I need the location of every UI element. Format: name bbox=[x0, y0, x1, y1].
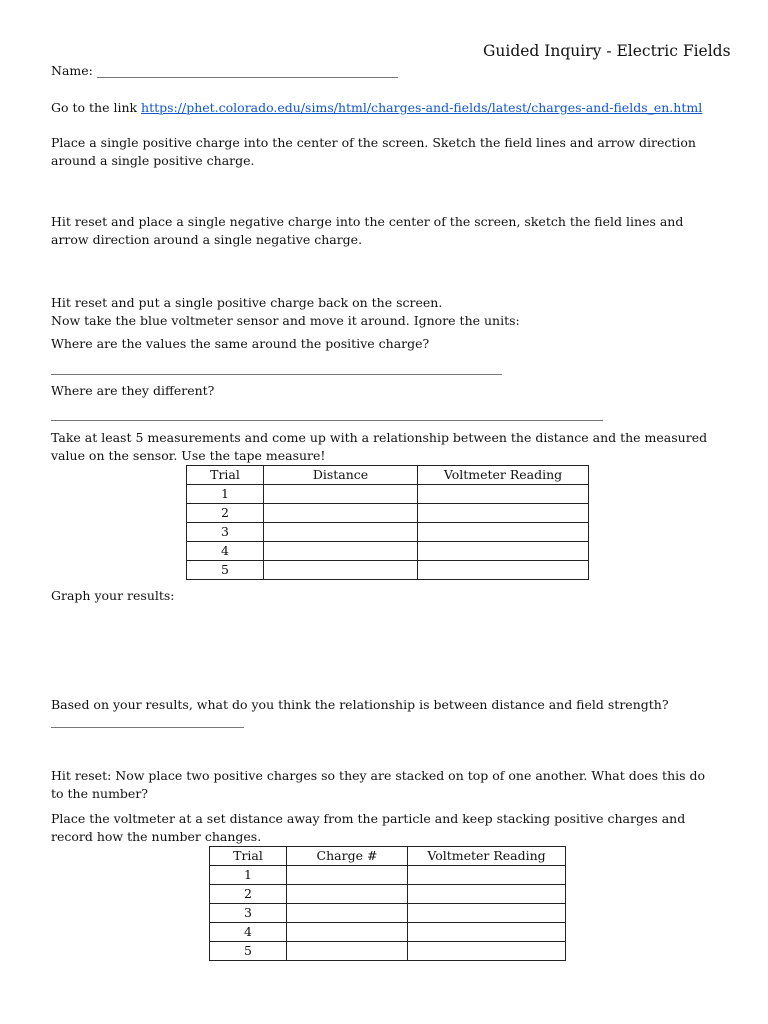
empty-answer-cell[interactable] bbox=[418, 485, 589, 504]
empty-answer-cell[interactable] bbox=[287, 885, 408, 904]
trial-number: 5 bbox=[210, 942, 287, 961]
answer-line-relationship[interactable] bbox=[51, 727, 244, 728]
question-relationship: Based on your results, what do you think the relationship is between distance and field strength? bbox=[51, 697, 669, 712]
table-row bbox=[187, 485, 589, 504]
empty-answer-cell[interactable] bbox=[408, 923, 566, 942]
table-row bbox=[187, 542, 589, 561]
empty-answer-cell[interactable] bbox=[408, 904, 566, 923]
table-row bbox=[210, 942, 566, 961]
trial-number: 4 bbox=[210, 923, 287, 942]
page-title: Guided Inquiry - Electric Fields bbox=[483, 42, 731, 60]
empty-answer-cell[interactable] bbox=[287, 923, 408, 942]
empty-answer-cell[interactable] bbox=[408, 885, 566, 904]
trial-number: 3 bbox=[187, 523, 264, 542]
link-row bbox=[51, 100, 702, 115]
instruction-negative-charge: Hit reset and place a single negative charge into the center of the screen, sketch the field lines and arrow direction around a single negative charge. bbox=[51, 214, 684, 247]
instruction-stack-charges: Hit reset: Now place two positive charges so they are stacked on top of one another. What does this do to the number? bbox=[51, 768, 706, 801]
table-row bbox=[210, 885, 566, 904]
empty-answer-cell[interactable] bbox=[418, 504, 589, 523]
empty-answer-cell[interactable] bbox=[287, 866, 408, 885]
empty-answer-cell[interactable] bbox=[264, 523, 418, 542]
answer-line-different-values[interactable] bbox=[51, 420, 603, 421]
table-row bbox=[187, 504, 589, 523]
empty-answer-cell[interactable] bbox=[418, 561, 589, 580]
empty-answer-cell[interactable] bbox=[264, 504, 418, 523]
name-row bbox=[51, 63, 93, 78]
phet-link[interactable]: https://phet.colorado.edu/sims/html/charges-and-fields/latest/charges-and-fields_en.html bbox=[141, 100, 703, 115]
header-charge-number: Charge # bbox=[287, 847, 408, 866]
empty-answer-cell[interactable] bbox=[264, 542, 418, 561]
answer-line-same-values[interactable] bbox=[51, 374, 502, 375]
empty-answer-cell[interactable] bbox=[287, 942, 408, 961]
instruction-record-changes: Place the voltmeter at a set distance away from the particle and keep stacking positive charges and record how the number changes. bbox=[51, 811, 686, 844]
link-intro: Go to the link bbox=[51, 100, 142, 115]
table-row bbox=[187, 523, 589, 542]
header-trial: Trial bbox=[210, 847, 287, 866]
empty-answer-cell[interactable] bbox=[408, 866, 566, 885]
header-distance: Distance bbox=[264, 466, 418, 485]
header-voltmeter-reading: Voltmeter Reading bbox=[408, 847, 566, 866]
table-header-row bbox=[187, 466, 589, 485]
trial-number: 3 bbox=[210, 904, 287, 923]
empty-answer-cell[interactable] bbox=[264, 485, 418, 504]
table-row bbox=[210, 904, 566, 923]
distance-table bbox=[186, 465, 589, 580]
empty-answer-cell[interactable] bbox=[264, 561, 418, 580]
header-trial: Trial bbox=[187, 466, 264, 485]
graph-label: Graph your results: bbox=[51, 588, 175, 603]
table-header-row bbox=[210, 847, 566, 866]
instruction-positive-charge: Place a single positive charge into the center of the screen. Sketch the field lines and arrow direction around a single positive charge. bbox=[51, 135, 696, 168]
empty-answer-cell[interactable] bbox=[418, 542, 589, 561]
trial-number: 1 bbox=[210, 866, 287, 885]
name-answer-line[interactable] bbox=[97, 77, 398, 78]
trial-number: 2 bbox=[187, 504, 264, 523]
table-row bbox=[187, 561, 589, 580]
table-row bbox=[210, 923, 566, 942]
empty-answer-cell[interactable] bbox=[408, 942, 566, 961]
trial-number: 2 bbox=[210, 885, 287, 904]
name-label: Name: bbox=[51, 63, 93, 78]
empty-answer-cell[interactable] bbox=[418, 523, 589, 542]
header-voltmeter-reading: Voltmeter Reading bbox=[418, 466, 589, 485]
question-different-values: Where are they different? bbox=[51, 383, 215, 398]
instruction-measurements: Take at least 5 measurements and come up with a relationship between the distance and the measured value on the sensor. Use the tape measure! bbox=[51, 430, 708, 463]
trial-number: 5 bbox=[187, 561, 264, 580]
table-row bbox=[210, 866, 566, 885]
instruction-voltmeter-line: Now take the blue voltmeter sensor and move it around. Ignore the units: bbox=[51, 313, 520, 328]
trial-number: 4 bbox=[187, 542, 264, 561]
instruction-reset-line: Hit reset and put a single positive charge back on the screen. bbox=[51, 295, 443, 310]
empty-answer-cell[interactable] bbox=[287, 904, 408, 923]
instruction-reset-voltmeter bbox=[51, 294, 721, 330]
trial-number: 1 bbox=[187, 485, 264, 504]
charge-table bbox=[209, 846, 566, 961]
question-same-values: Where are the values the same around the positive charge? bbox=[51, 336, 430, 351]
